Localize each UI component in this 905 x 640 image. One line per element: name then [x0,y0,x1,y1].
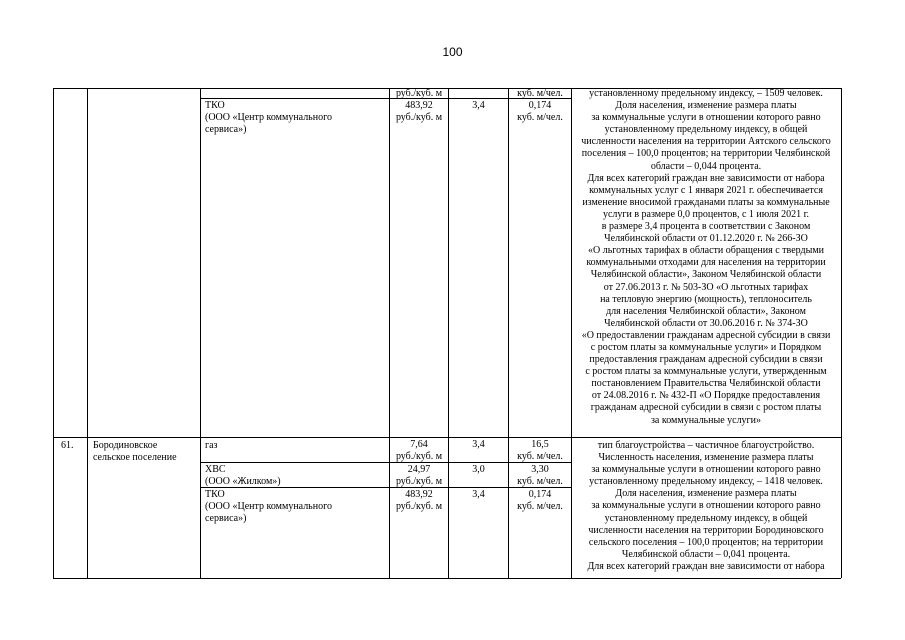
text-line: Доля населения, изменение размера платы [615,488,797,500]
norm-number: 0,174 [528,100,552,111]
service-line: ТКО [205,100,225,111]
norm-unit: куб. м/чел. [517,476,563,488]
text-line: численности населения на территории Аятского сельского [581,136,831,148]
tariff-value [390,464,448,488]
norm-unit: куб. м/чел. [517,112,563,124]
service-name: газ [205,440,218,451]
text-line: установленному предельному индексу, в общей [604,512,808,524]
column-border [448,88,449,578]
text-line: от 27.06.2013 г. № 503-ЗО «О льготных тарифах [603,281,809,293]
text-line: «О льготных тарифах в области обращения с твердыми [587,245,824,257]
tariff-value [390,489,448,513]
service-line: (ООО «Жилком») [205,476,281,488]
norm-number: 16,5 [531,439,549,450]
text-line: на тепловую энергию (мощность), теплоноситель [600,293,812,305]
tariff-number: 24,97 [407,464,431,475]
service-name [205,489,332,525]
norm-unit: куб. м/чел. [517,88,563,99]
tariff-value [390,439,448,463]
text-line: Для всех категорий граждан вне зависимости от набора [587,172,825,184]
text-line: «О предоставлении гражданам адресной субсидии в связи [581,329,831,341]
service-line: ХВС [205,464,226,475]
tariff-unit: руб./куб. м [395,451,443,463]
text-line: Доля населения, изменение размера платы [615,100,797,112]
growth-value: 3,4 [472,439,485,450]
settlement-line: сельское поселение [93,452,177,464]
column-border [53,88,54,578]
row-divider [53,437,841,438]
text-line: Численность населения, изменение размера платы [598,452,814,464]
service-name [205,464,281,488]
text-line: Челябинской области от 30.06.2016 г. № 374-ЗО [604,317,808,329]
growth-value: 3,4 [472,100,485,111]
text-line: за коммунальные услуги» [650,414,762,426]
row61-description [571,440,841,573]
norm-number: 0,174 [528,489,552,500]
settlement-name [93,440,177,464]
tariff-unit: руб./куб. м [395,88,443,99]
text-line: с ростом платы за коммунальные услуги, утвержденным [585,366,827,378]
text-line: от 24.08.2016 г. № 432-П «О Порядке предоставления [591,390,821,402]
text-line: области – 0,044 процента. [650,160,762,172]
text-line: предоставления гражданам адресной субсидии в связи [589,354,823,366]
text-line: гражданам адресной субсидии в связи с ростом платы [590,402,822,414]
settlement-line: Бородиновское [93,440,158,451]
page-number: 100 [442,45,463,59]
text-line: Челябинской области от 01.12.2020 г. № 266-ЗО [604,233,808,245]
text-line: для населения Челябинской области», Законом [606,305,806,317]
text-line: поселения – 100,0 процентов; на территории Челябинской [581,148,831,160]
column-border [87,88,88,578]
text-line: за коммунальные услуги в отношении которого равно [591,500,821,512]
text-line: услуги в размере 0,0 процентов, с 1 июля 2021 г. [602,208,810,220]
text-line: сельского поселения – 100,0 процентов; на территории [588,536,824,548]
norm-unit: куб. м/чел. [517,451,563,463]
tariff-number: 483,92 [405,100,433,111]
text-line: за коммунальные услуги в отношении которого равно [591,464,821,476]
growth-value: 3,0 [472,464,485,475]
text-line: коммунальных услуг с 1 января 2021 г. обеспечивается [589,184,823,196]
text-line: Челябинской области», Законом Челябинской области [590,269,822,281]
text-line: тип благоустройства – частичное благоустройство. [597,440,815,451]
column-border [200,88,201,578]
tariff-unit: руб./куб. м [395,476,443,488]
text-line: изменение вносимой гражданами платы за коммунальные [582,196,830,208]
norm-value [509,489,571,513]
text-line: постановлением Правительства Челябинской области [591,378,821,390]
service-line: (ООО «Центр коммунального [205,112,332,124]
service-line: сервиса») [205,513,247,525]
column-border [841,88,842,578]
text-line: установленному предельному индексу, – 1509 человек. [589,88,823,99]
tariff-unit: руб./куб. м [395,501,443,513]
norm-value [509,464,571,488]
text-line: коммунальными отходами для населения на территории [586,257,826,269]
service-name [205,100,332,136]
text-line: установленному предельному индексу, – 1418 человек. [589,476,823,488]
top-description [571,88,841,427]
service-line: ТКО [205,489,225,500]
norm-number: 3,30 [531,464,549,475]
table-bottom-border [53,578,841,579]
text-line: установленному предельному индексу, в общей [604,124,808,136]
norm-unit: куб. м/чел. [517,501,563,513]
text-line: с ростом платы за коммунальные услуги» и Порядком [590,341,822,353]
norm-value [509,439,571,463]
text-line: Челябинской области – 0,041 процента. [621,548,791,560]
text-line: Для всех категорий граждан вне зависимости от набора [587,560,825,572]
tariff-number: 7,64 [410,439,428,450]
tariff-value [390,100,448,124]
row-number: 61. [61,440,74,451]
growth-value: 3,4 [472,489,485,500]
text-line: в размере 3,4 процента в соответствии с Законом [601,221,811,233]
service-line: (ООО «Центр коммунального [205,501,332,513]
tariff-number: 483,92 [405,489,433,500]
norm-value [509,100,571,124]
text-line: численности населения на территории Бородиновского [588,524,824,536]
service-line: сервиса») [205,124,247,136]
tariff-unit: руб./куб. м [395,112,443,124]
text-line: за коммунальные услуги в отношении которого равно [591,112,821,124]
